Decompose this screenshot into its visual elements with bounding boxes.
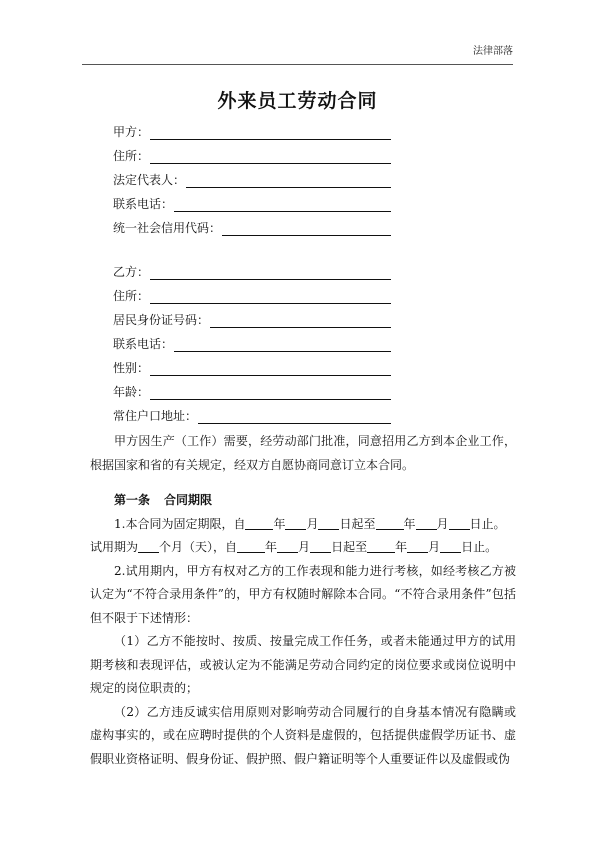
section-spacer [113, 236, 391, 256]
field-party-b-phone[interactable] [113, 328, 391, 352]
blank-day[interactable] [449, 517, 470, 530]
fill-in-line[interactable] [150, 265, 391, 280]
field-credit-code[interactable] [113, 212, 391, 236]
field-label: 联系电话： [113, 197, 174, 211]
field-party-a-address[interactable] [113, 140, 391, 164]
blank-month[interactable] [285, 517, 306, 530]
fill-in-line[interactable] [210, 313, 391, 328]
blank-months[interactable] [138, 540, 159, 553]
document-title: 外来员工劳动合同 [217, 90, 378, 112]
blank-day[interactable] [318, 517, 339, 530]
fill-in-line[interactable] [150, 361, 391, 376]
blank-year[interactable] [245, 517, 273, 530]
blank-day[interactable] [310, 540, 331, 553]
fill-in-line[interactable] [150, 385, 391, 400]
field-party-b-address[interactable] [113, 280, 391, 304]
field-label: 常住户口地址： [113, 409, 198, 423]
field-label: 统一社会信用代码： [113, 221, 222, 235]
fill-in-line[interactable] [150, 125, 391, 140]
blank-day[interactable] [440, 540, 461, 553]
field-label: 住所： [113, 289, 150, 303]
field-legal-representative[interactable] [113, 164, 391, 188]
fill-in-line[interactable] [150, 289, 391, 304]
fill-in-line[interactable] [174, 337, 391, 352]
field-party-a-phone[interactable] [113, 188, 391, 212]
article-number: 第一条 [114, 493, 151, 507]
party-info-section [113, 116, 391, 424]
fill-in-line[interactable] [198, 409, 391, 424]
header-divider [82, 64, 513, 65]
field-label: 联系电话： [113, 337, 174, 351]
fill-in-line[interactable] [150, 149, 391, 164]
article-heading [90, 489, 516, 513]
field-label: 性别： [113, 361, 150, 375]
fill-in-line[interactable] [174, 197, 391, 212]
fill-in-line[interactable] [222, 221, 391, 236]
intro-paragraph: 甲方因生产（工作）需要，经劳动部门批准，同意招用乙方到本企业工作，根据国家和省的有关规定，经双方自愿协商同意订立本合同。 [90, 434, 516, 472]
field-label: 法定代表人： [113, 173, 186, 187]
field-label: 乙方： [113, 265, 150, 279]
field-label: 甲方： [113, 125, 150, 139]
contract-body [90, 430, 516, 771]
field-party-b[interactable] [113, 256, 391, 280]
field-party-a[interactable] [113, 116, 391, 140]
clause-1-term: 1.本合同为固定期限，自 年 月 日起至 年 月 日止。 [114, 516, 506, 531]
fill-in-line[interactable] [186, 173, 391, 188]
source-mark: 法律部落 [473, 46, 513, 57]
blank-year[interactable] [237, 540, 265, 553]
clause-2-item-2: （2）乙方违反诚实信用原则对影响劳动合同履行的自身基本情况有隐瞒或虚构事实的，或在应聘时提供的个人资料是虚假的，包括提供虚假学历证书、虚假职业资格证明、假身份证、假护照、假户籍证明等个人重要证件以及虚假或伪 [90, 704, 516, 766]
field-label: 年龄： [113, 385, 150, 399]
field-residence-address[interactable] [113, 400, 391, 424]
blank-year[interactable] [376, 517, 404, 530]
field-label: 住所： [113, 149, 150, 163]
clause-1-probation: 试用期为 个月（天），自 年 月 日起至 年 月 日止。 [90, 540, 498, 554]
clause-2-item-1: （1）乙方不能按时、按质、按量完成工作任务，或者未能通过甲方的试用期考核和表现评估，或被认定为不能满足劳动合同约定的岗位要求或岗位说明中规定的岗位职责的； [90, 634, 516, 695]
blank-year[interactable] [367, 540, 395, 553]
field-age[interactable] [113, 376, 391, 400]
clause-2-probation-assessment: 2.试用期内，甲方有权对乙方的工作表现和能力进行考核，如经考核乙方被认定为“不符合录用条件”的，甲方有权随时解除本合同。“不符合录用条件”包括但不限于下述情形： [90, 563, 516, 625]
paragraph-spacer [90, 477, 516, 489]
blank-month[interactable] [416, 517, 437, 530]
article-title: 合同期限 [164, 493, 213, 507]
blank-month[interactable] [407, 540, 428, 553]
field-label: 居民身份证号码： [113, 313, 210, 327]
field-gender[interactable] [113, 352, 391, 376]
field-id-number[interactable] [113, 304, 391, 328]
blank-month[interactable] [277, 540, 298, 553]
